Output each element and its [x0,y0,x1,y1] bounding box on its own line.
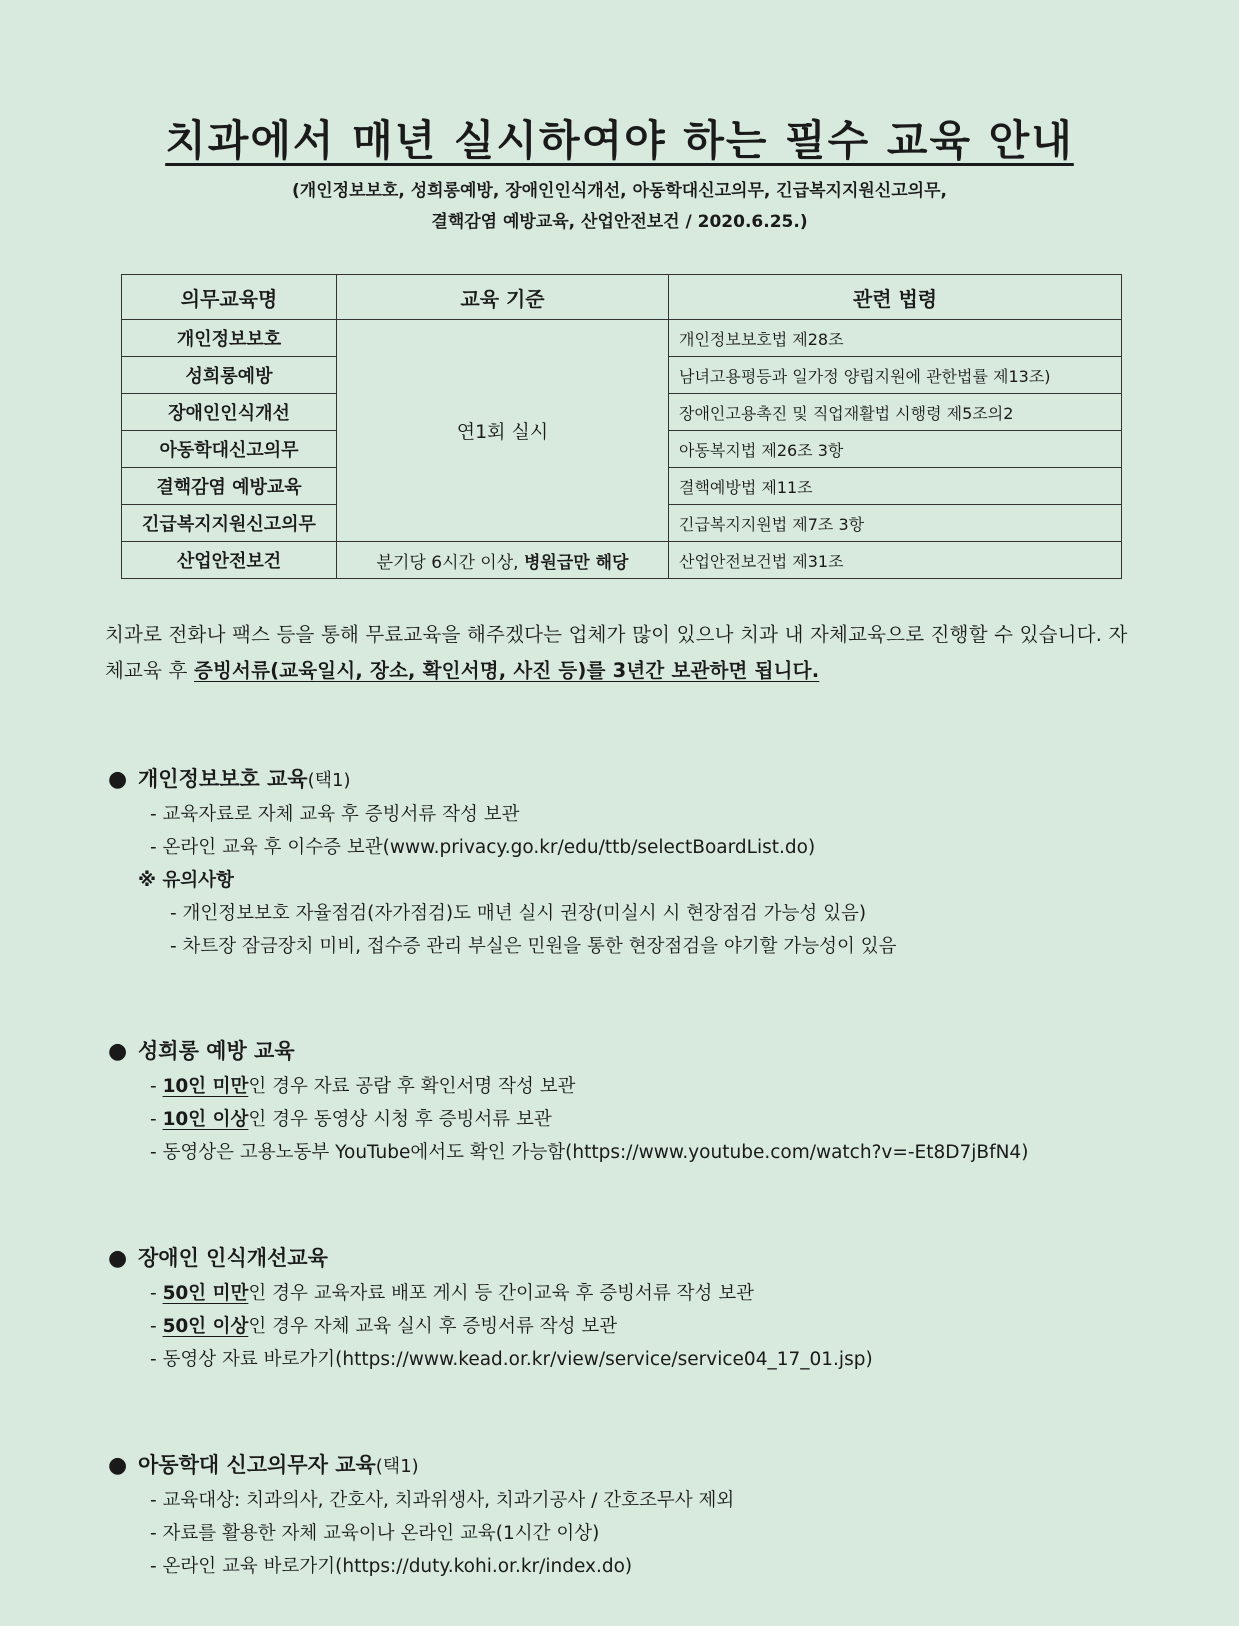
section-title: 개인정보보호 교육 [138,767,308,791]
header-course-name: 의무교육명 [122,275,337,320]
list-item: - 온라인 교육 후 이수증 보관(www.privacy.go.kr/edu/ttb/selectBoardList.do) [150,837,816,858]
table-row [122,320,1122,357]
section-tag: (택1) [375,1456,419,1477]
criterion-industrial [337,542,669,579]
paragraph-text: 치과로 전화나 팩스 등을 통해 무료교육을 해주겠다는 업체가 많이 있으나 치과 내 자체교육으로 진행할 수 있습니다. 자체교육 후 [105,623,1128,682]
related-law: 남녀고용평등과 일가정 양립지원에 관한법률 제13조) [669,357,1122,394]
page-subtitle [0,176,1239,238]
item-dash: - [150,1283,163,1304]
subtitle-line-2: 결핵감염 예방교육, 산업안전보건 / 2020.6.25.) [431,212,808,232]
item-text: 동영상 자료 바로가기(https://www.kead.or.kr/view/service/service04_17_01.jsp) [162,1349,873,1370]
item-text: 인 경우 자료 공람 후 확인서명 작성 보관 [248,1076,576,1097]
item-emphasis: 50인 미만 [162,1283,249,1304]
paragraph-emphasis: 증빙서류(교육일시, 장소, 확인서명, 사진 등)를 3년간 보관하면 됩니다. [193,659,820,682]
section-child-abuse [108,1446,1188,1583]
related-law: 긴급복지지원법 제7조 3항 [669,505,1122,542]
item-text: 인 경우 교육자료 배포 게시 등 간이교육 후 증빙서류 작성 보관 [248,1283,754,1304]
section-harassment [108,1032,1188,1169]
note-item: - 개인정보보호 자율점검(자가점검)도 매년 실시 권장(미실시 시 현장점검 가능성 있음) [170,903,867,924]
section-heading [108,760,1188,798]
item-dash: - [150,1142,163,1163]
section-heading [108,1032,1188,1070]
subtitle-line-1: (개인정보보호, 성희롱예방, 장애인인식개선, 아동학대신고의무, 긴급복지지원신고의무, [292,181,947,201]
item-emphasis: 50인 이상 [162,1316,249,1337]
item-text: 동영상은 고용노동부 YouTube에서도 확인 가능함(https://www.youtube.com/watch?v=-Et8D7jBfN4) [162,1142,1029,1163]
section-title: 아동학대 신고의무자 교육 [138,1453,376,1477]
header-related-law: 관련 법령 [669,275,1122,320]
criterion-common: 연1회 실시 [337,320,669,542]
related-law: 산업안전보건법 제31조 [669,542,1122,579]
related-law: 결핵예방법 제11조 [669,468,1122,505]
section-privacy [108,760,1188,963]
section-title: 성희롱 예방 교육 [138,1039,295,1063]
item-dash: - [150,1316,163,1337]
list-item [108,1136,1188,1169]
item-dash: - [150,1349,163,1370]
course-name: 성희롱예방 [122,357,337,394]
section-tag: (택1) [307,770,351,791]
related-law: 개인정보보호법 제28조 [669,320,1122,357]
list-item: - 자료를 활용한 자체 교육이나 온라인 교육(1시간 이상) [150,1523,600,1544]
bullet-icon: ● [108,1453,128,1478]
list-item [108,1310,1188,1343]
item-dash: - [150,1076,163,1097]
course-name: 아동학대신고의무 [122,431,337,468]
section-heading [108,1446,1188,1484]
criterion-bold: 병원급만 해당 [523,552,629,573]
page-title-text: 치과에서 매년 실시하여야 하는 필수 교육 안내 [165,116,1074,165]
list-item: - 교육자료로 자체 교육 후 증빙서류 작성 보관 [150,804,520,825]
list-item [108,1343,1188,1376]
section-heading [108,1239,1188,1277]
course-name: 개인정보보호 [122,320,337,357]
course-name: 장애인인식개선 [122,394,337,431]
note-item: - 차트장 잠금장치 미비, 접수증 관리 부실은 민원을 통한 현장점검을 야기할 가능성이 있음 [170,936,897,957]
item-text: 인 경우 동영상 시청 후 증빙서류 보관 [248,1109,552,1130]
page-title [0,108,1239,168]
bullet-icon: ● [108,1039,128,1064]
list-item: - 교육대상: 치과의사, 간호사, 치과위생사, 치과기공사 / 간호조무사 제외 [150,1490,735,1511]
item-text: 인 경우 자체 교육 실시 후 증빙서류 작성 보관 [248,1316,618,1337]
guidance-paragraph [105,617,1135,689]
list-item [108,1070,1188,1103]
criterion-plain: 분기당 6시간 이상, [376,552,524,573]
list-item [108,1103,1188,1136]
list-item: - 온라인 교육 바로가기(https://duty.kohi.or.kr/index.do) [150,1556,633,1577]
item-emphasis: 10인 이상 [162,1109,249,1130]
bullet-icon: ● [108,1246,128,1271]
table-header-row [122,275,1122,320]
section-title: 장애인 인식개선교육 [138,1246,328,1270]
table-row [122,542,1122,579]
related-law: 장애인고용촉진 및 직업재활법 시행령 제5조의2 [669,394,1122,431]
item-emphasis: 10인 미만 [162,1076,249,1097]
list-item [108,1277,1188,1310]
education-law-table [121,274,1122,579]
section-disability [108,1239,1188,1376]
bullet-icon: ● [108,767,128,792]
course-name: 긴급복지지원신고의무 [122,505,337,542]
related-law: 아동복지법 제26조 3항 [669,431,1122,468]
note-heading: ※ 유의사항 [138,870,234,891]
course-name: 산업안전보건 [122,542,337,579]
item-dash: - [150,1109,163,1130]
course-name: 결핵감염 예방교육 [122,468,337,505]
header-criterion: 교육 기준 [337,275,669,320]
